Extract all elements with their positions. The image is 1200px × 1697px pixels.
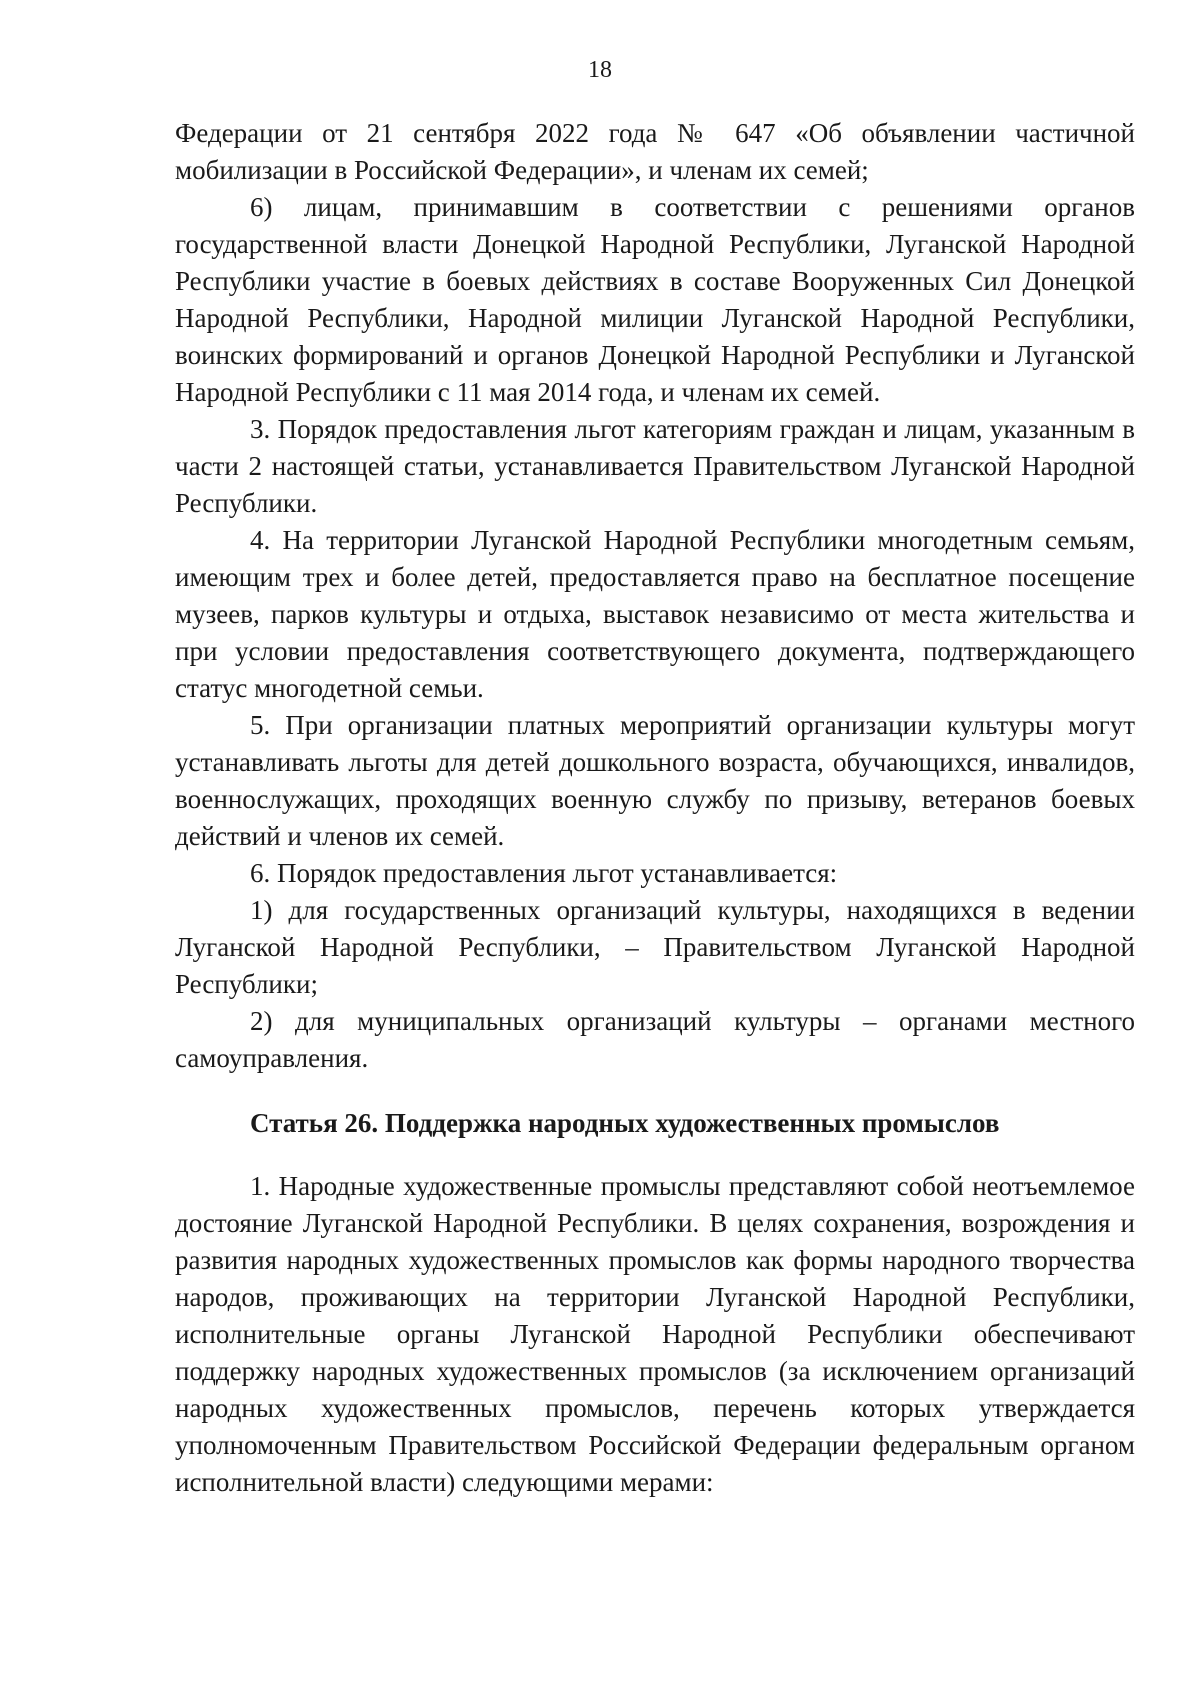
paragraph-article-26-part-1: 1. Народные художественные промыслы представляют собой неотъемлемое достояние Луганской Народной Республики. В целях сохранения, возрождения и развития народных художественных промыслов как формы народного творчества народов, проживающих на территории Луганской Народной Республики, исполнительные органы Луганской Народной Республики обеспечивают поддержку народных художественных промыслов (за исключением организаций народных художественных промыслов, перечень которых утверждается уполномоченным Правительством Российской Федерации федеральным органом исполнительной власти) следующими мерами:	[175, 1171, 1135, 1497]
document-body	[175, 115, 1135, 1501]
paragraph-part-5: 5. При организации платных мероприятий организации культуры могут устанавливать льготы для детей дошкольного возраста, обучающихся, инвалидов, военнослужащих, проходящих военную службу по призыву, ветеранов боевых действий и членов их семей.	[175, 710, 1135, 851]
page-number: 18	[588, 57, 612, 83]
paragraph-part-6-item-1: 1) для государственных организаций культуры, находящихся в ведении Луганской Народной Республики, – Правительством Луганской Народной Республики;	[175, 895, 1135, 999]
paragraph-part-6-item-2: 2) для муниципальных организаций культуры – органами местного самоуправления.	[175, 1006, 1135, 1073]
article-heading: Статья 26. Поддержка народных художественных промыслов	[250, 1108, 1000, 1138]
paragraph-part-6: 6. Порядок предоставления льгот устанавливается:	[250, 858, 838, 888]
paragraph-item-6: 6) лицам, принимавшим в соответствии с решениями органов государственной власти Донецкой Народной Республики, Луганской Народной Республики участие в боевых действиях в составе Вооруженных Сил Донецкой Народной Республики, Народной милиции Луганской Народной Республики, воинских формирований и органов Донецкой Народной Республики и Луганской Народной Республики с 11 мая 2014 года, и членам их семей.	[175, 192, 1135, 407]
paragraph-part-3: 3. Порядок предоставления льгот категориям граждан и лицам, указанным в части 2 настоящей статьи, устанавливается Правительством Луганской Народной Республики.	[175, 414, 1135, 518]
paragraph-continuation: Федерации от 21 сентября 2022 года № 647 «Об объявлении частичной мобилизации в Российской Федерации», и членам их семей;	[175, 118, 1135, 185]
paragraph-part-4: 4. На территории Луганской Народной Республики многодетным семьям, имеющим трех и более детей, предоставляется право на бесплатное посещение музеев, парков культуры и отдыха, выставок независимо от места жительства и при условии предоставления соответствующего документа, подтверждающего статус многодетной семьи.	[175, 525, 1135, 703]
